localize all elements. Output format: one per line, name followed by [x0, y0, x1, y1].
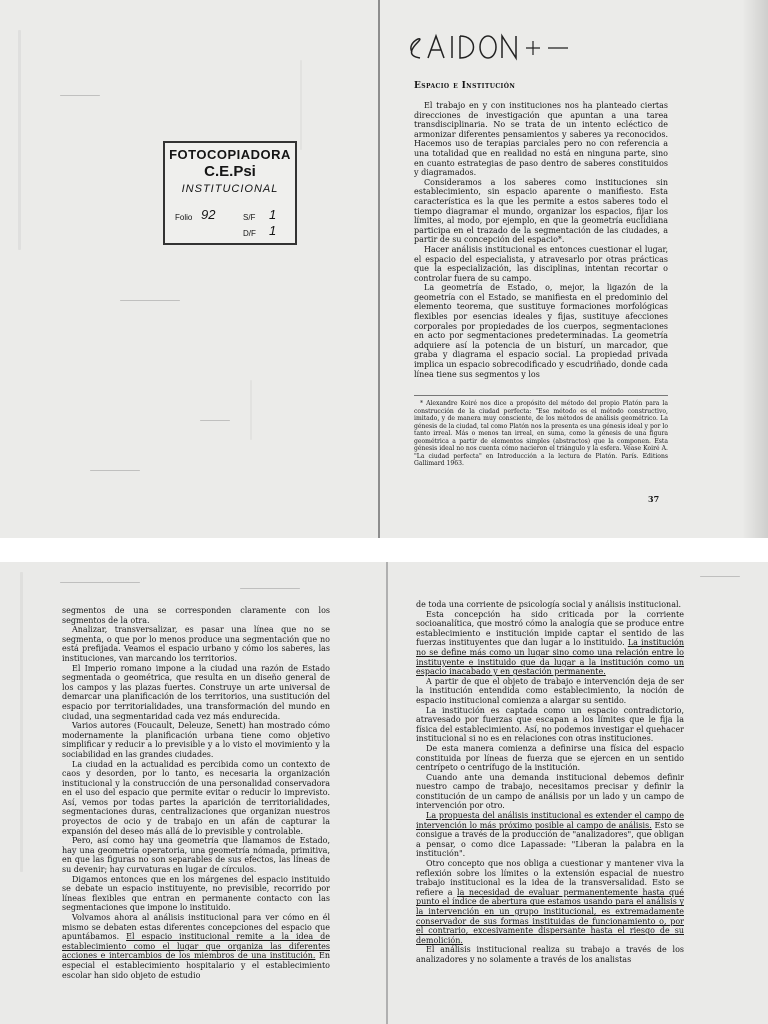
paragraph	[416, 811, 684, 859]
scan-speck	[90, 470, 140, 471]
paragraph-text: Otro concepto que nos obliga a cuestionar y mantener viva la reflexión sobre los límites o la extensión espacial de nuestro trabajo institucional es la idea de la transversalidad. Esto se refiere a	[416, 859, 684, 897]
paragraph: A partir de que el objeto de trabajo e intervención deja de ser la institución entendida como establecimiento, la noción de espacio institucional comienza a alargar su sentido.	[416, 676, 684, 705]
stamp-folio-value: 92	[201, 207, 216, 222]
footnote: * Alexandre Koiré nos dice a propósito del método del propio Platón para la construcción de la ciudad perfecta: "Ese método es el método constructivo, imitado, y de manera muy consciente, de los métodos de análisis geométrico. La génesis de la ciudad, tal como Platón nos la presenta es una génesis ideal y por lo tanto irreal. Más o menos tan irreal, en suma, como la génesis de una figura geométrica a partir de elementos simples (abstractos) que la componen. Esta génesis ideal no nos cuenta cómo nacieron el triángulo y la esfera. Véase Koiré A. "La ciudad perfecta" en Introducción a la lectura de Platón. París. Editions Gallimard 1963.	[414, 400, 668, 467]
scan-speck	[200, 420, 230, 421]
paragraph: El análisis institucional realiza su trabajo a través de los analizadores y no solamente a través de los analistas	[416, 945, 684, 964]
paragraph: Varios autores (Foucault, Deleuze, Senett) han mostrado cómo modernamente la planificación urbana tiene como objetivo simplificar y reducir a lo previsible y a lo visto el movimiento y la sociabilidad en las grandes ciudades.	[62, 721, 330, 759]
scan-speck	[240, 588, 300, 589]
text-column-bottom-left	[62, 606, 330, 980]
page-gap	[0, 538, 768, 562]
paragraph-text: Esta concepción ha sido criticada por la corriente socioanalítica, que mostró cómo la analogía que se produce entre establecimiento e institución impide captar el sentido de las fuerzas instituyentes que dan lugar a lo instituido.	[416, 609, 684, 648]
handwriting-scribble	[402, 22, 572, 66]
stamp-title: FOTOCOPIADORA	[169, 147, 291, 162]
scanned-page-bottom	[0, 562, 768, 1024]
paragraph: Consideramos a los saberes como instituciones sin establecimiento, sin espacio aparente o manifiesto. Esta característica es la que les permite a estos saberes todo el tiempo diagramar el mundo, organizar los espacios, fijar los límites, al modo, por ejemplo, en que la geometría euclidiana participa en el trazado de la segmentación de las ciudades, a partir de su concepción del espacio*.	[414, 177, 668, 245]
paragraph: segmentos de una se corresponden claramente con los segmentos de la otra.	[62, 606, 330, 625]
paragraph	[416, 859, 684, 945]
underlined-passage: El espacio institucional remite a la idea de establecimiento como el lugar que organiza las diferentes acciones e intercambios de los miembros de una institución.	[62, 932, 330, 961]
paragraph: Analizar, transversalizar, es pasar una línea que no se segmenta, o que por lo menos produce una segmentación que no está prefijada. Veamos el espacio urbano y cómo los saberes, las instituciones, van marcando los territorios.	[62, 625, 330, 663]
paragraph: Pero, así como hay una geometría que llamamos de Estado, hay una geometría operatoria, una geometría nómada, primitiva, en que las figuras no son separables de sus efectos, las líneas de su devenir; hay curvaturas en lugar de círculos.	[62, 836, 330, 875]
section-heading: Espacio e Institución	[414, 81, 516, 91]
scan-speck	[18, 30, 21, 250]
paragraph: Cuando ante una demanda institucional debemos definir nuestro campo de trabajo, necesitamos precisar y definir la constitución de un campo de análisis por un lado y un campo de intervención por otro.	[416, 772, 684, 811]
paragraph: De esta manera comienza a definirse una física del espacio constituida por líneas de fuerza que se ejercen en un sentido centrípeto o centrífugo de la institución.	[416, 743, 684, 773]
paragraph-text: En especial el establecimiento hospitalario y el establecimiento escolar han sido objeto de estudio	[62, 951, 331, 980]
text-column-bottom-right	[416, 600, 684, 965]
paragraph: La institución es captada como un espacio contradictorio, atravesado por fuerzas que escapan a los límites que le fija la física del establecimiento. Así, no podemos investigar el quehacer institucional si no es en relaciones con otras instituciones.	[416, 705, 685, 744]
stamp-df-label: D/F	[243, 229, 256, 238]
underlined-passage: La institución no se define más como un lugar sino como una relación entre lo instituyente e instituido que da lugar a la institución como un espacio inacabado y en gestación permanente.	[416, 638, 685, 677]
scan-speck	[120, 300, 180, 301]
stamp-sf-value: 1	[269, 207, 277, 222]
paragraph: de toda una corriente de psicología social y análisis institucional.	[416, 600, 682, 609]
page-edge-shadow	[742, 0, 768, 538]
paragraph: Hacer análisis institucional es entonces cuestionar el lugar, el espacio del especialista, y atravesarlo por otras prácticas que la especialización, las disciplinas, intentan recortar o controlar fuera de su campo.	[414, 244, 668, 283]
scan-speck	[60, 95, 100, 96]
paragraph: La ciudad en la actualidad es percibida como un contexto de caos y desorden, por lo tanto, es necesaria la organización institucional y la construcción de una personalidad conservadora en el uso del espacio que permite evitar o reducir lo imprevisto. Así, vemos por todas partes la aparición de territorialidades, segmentaciones duras, centralizaciones que organizan nuestros proyectos de ocio y de trabajo en un afán de capturar la expansión del deseo más allá de lo previsible y controlable.	[62, 759, 330, 836]
page-fold	[378, 0, 380, 538]
stamp-folio-label: Folio	[175, 213, 193, 222]
text-column-top-right	[414, 101, 668, 379]
underlined-passage: la necesidad de evaluar permanentemente hasta qué punto el índice de abertura que estamos usando para el análisis y la intervención en un grupo institucional, es extremadamente conservador de sus formas instituidas de funcionamiento o, por el contrario, excesivamente dispersante hasta el riesgo de su demolición.	[416, 887, 685, 945]
paragraph: Digamos entonces que en los márgenes del espacio instituido se debate un espacio instituyente, no previsible, recorrido por líneas flexibles que entran en permanente contacto con las segmentaciones que impone lo instituido.	[62, 874, 330, 913]
paragraph: El Imperio romano impone a la ciudad una razón de Estado segmentada o geométrica, que resulta en un diseño general de los campos y las plazas fuertes. Construye un arte universal de demarcar una planificación de los territorios, una sustitución del espacio por territorialidades, una transformación del mundo en ciudad, una segmentaridad cada vez más endurecida.	[62, 663, 330, 721]
paragraph	[62, 913, 330, 980]
photocopy-stamp	[163, 141, 297, 245]
scan-speck	[60, 582, 140, 583]
stamp-name: C.E.Psi	[204, 163, 256, 180]
stamp-handwritten-label: INSTITUCIONAL	[181, 183, 279, 195]
paragraph	[416, 610, 684, 677]
stamp-sf-label: S/F	[243, 213, 256, 222]
handwritten-note	[402, 22, 572, 66]
page-number: 37	[648, 494, 660, 504]
underlined-passage: La propuesta del análisis institucional es extender el campo de intervención lo más próximo posible al campo de análisis.	[416, 811, 684, 830]
paragraph: El trabajo en y con instituciones nos ha planteado ciertas direcciones de investigación que apuntan a una tarea transdisciplinaria. No se trata de un intento ecléctico de armonizar diferentes pensamientos y saberes ya reconocidos. Hacemos uso de terapias parciales pero no con referencia a una totalidad que en realidad no está en ninguna parte, sino en cuanto estrategias de paso dentro de saberes constituidos y diagramados.	[414, 101, 668, 178]
paragraph-text: Esto se consigue a través de la producción de "analizadores", que obligan a pensar, o como dice Lapassade: "Liberan la palabra en la institución".	[416, 820, 685, 859]
paragraph-text: Volvamos ahora al análisis institucional para ver cómo en él mismo se debaten estas diferentes concepciones del espacio que apuntábamos.	[62, 913, 330, 942]
scan-speck	[700, 576, 740, 577]
page-fold	[386, 562, 388, 1024]
scan-speck	[300, 60, 302, 150]
paragraph: La geometría de Estado, o, mejor, la ligazón de la geometría con el Estado, se manifiesta en el predominio del elemento teorema, que sustituye formaciones morfológicas flexibles por esencias ideales y fijas, sustituye afecciones corporales por propiedades de los cuerpos, segmentaciones en acto por segmentaciones predeterminadas. La geometría adquiere así la potencia de un bisturí, un marcador, que graba y diagrama el espacio social. La propiedad privada implica un espacio sobrecodificado y escudriñado, donde cada línea tiene sus segmentos y los	[414, 283, 668, 379]
footnote-divider	[414, 395, 668, 396]
scan-speck	[250, 380, 252, 440]
stamp-df-value: 1	[269, 223, 277, 238]
scan-speck	[20, 572, 23, 872]
